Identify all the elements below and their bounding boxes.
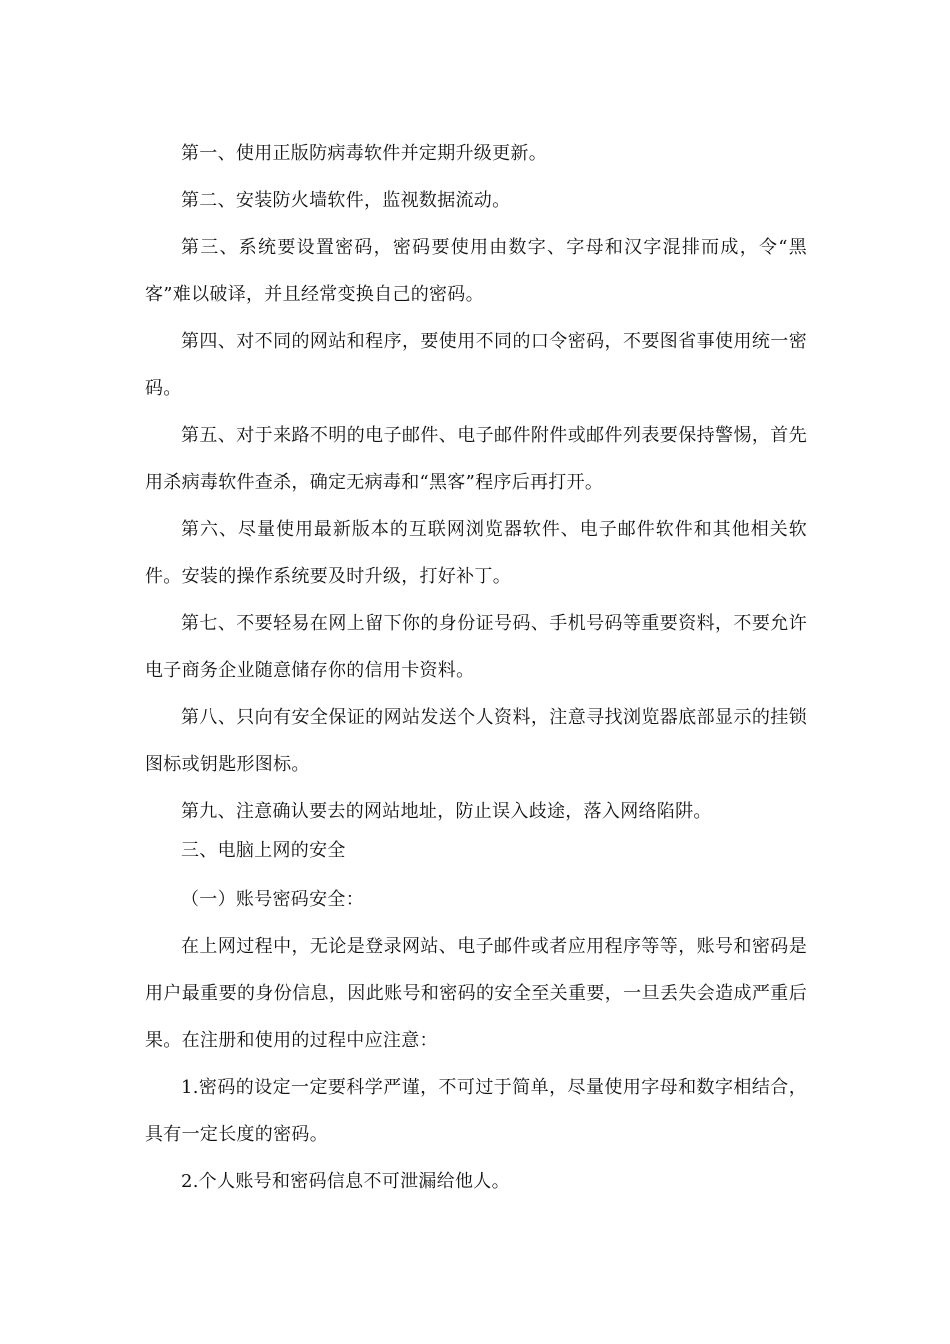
paragraph: 第九、注意确认要去的网站地址，防止误入歧途，落入网络陷阱。 <box>181 801 712 822</box>
paragraph: 在上网过程中，无论是登录网站、电子邮件或者应用程序等等，账号和密码是用户最重要的身份信息，因此账号和密码的安全至关重要，一旦丢失会造成严重后果。在注册和使用的过程中应注意： <box>145 936 807 1051</box>
paragraph: 第三、系统要设置密码，密码要使用由数字、字母和汉字混排而成，令“黑客”难以破译，并且经常变换自己的密码。 <box>145 237 807 305</box>
document-body <box>145 130 807 1205</box>
subsection-heading: （一）账号密码安全： <box>181 889 364 910</box>
paragraph: 第一、使用正版防病毒软件并定期升级更新。 <box>181 143 547 164</box>
paragraph: 第二、安装防火墙软件，监视数据流动。 <box>181 190 511 211</box>
paragraph: 第六、尽量使用最新版本的互联网浏览器软件、电子邮件软件和其他相关软件。安装的操作系统要及时升级，打好补丁。 <box>145 519 807 587</box>
paragraph: 第五、对于来路不明的电子邮件、电子邮件附件或邮件列表要保持警惕，首先用杀病毒软件查杀，确定无病毒和“黑客”程序后再打开。 <box>145 425 807 493</box>
paragraph: 第八、只向有安全保证的网站发送个人资料，注意寻找浏览器底部显示的挂锁图标或钥匙形图标。 <box>145 707 807 775</box>
paragraph: 第四、对不同的网站和程序，要使用不同的口令密码，不要图省事使用统一密码。 <box>145 331 807 399</box>
section-heading: 三、电脑上网的安全 <box>181 840 346 861</box>
paragraph: 2.个人账号和密码信息不可泄漏给他人。 <box>181 1171 510 1192</box>
paragraph: 1.密码的设定一定要科学严谨，不可过于简单，尽量使用字母和数字相结合，具有一定长度的密码。 <box>145 1077 807 1145</box>
paragraph: 第七、不要轻易在网上留下你的身份证号码、手机号码等重要资料，不要允许电子商务企业随意储存你的信用卡资料。 <box>145 613 807 681</box>
